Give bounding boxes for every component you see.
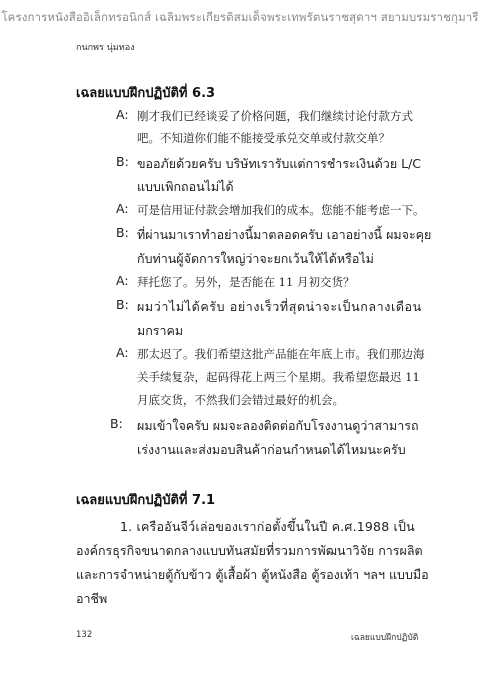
- paragraph-line: 1. เครืออันจีว์เล่อของเราก่อตั้งขึ้นในปี ค.ศ.1988 เป็น: [120, 519, 415, 534]
- dialogue-line: กับท่านผู้จัดการใหญ่ว่าจะยกเว้นให้ได้หรือไม่: [137, 251, 374, 266]
- dialogue-line: ผมว่าไม่ได้ครับ อย่างเร็วที่สุดน่าจะเป็นกลางเดือน: [137, 299, 422, 314]
- speaker-label: A:: [116, 273, 129, 288]
- speaker-label: B:: [116, 225, 129, 240]
- speaker-label: B:: [116, 297, 129, 312]
- running-title: เฉลยแบบฝึกปฏิบัติ: [351, 633, 419, 643]
- speaker-label: A:: [116, 107, 129, 122]
- page-number: 132: [76, 630, 93, 640]
- dialogue-line: 可是信用证付款会增加我们的成本。您能不能考虑一下。: [137, 203, 425, 217]
- speaker-label: A:: [116, 201, 129, 216]
- author-name: กนกพร นุ่มทอง: [76, 43, 135, 53]
- dialogue-line: ผมเข้าใจครับ ผมจะลองติดต่อกับโรงงานดูว่าสามารถ: [137, 418, 419, 433]
- dialogue-line: มกราคม: [137, 323, 184, 338]
- dialogue-line: 关手续复杂，起码得花上两三个星期。我希望您最迟 11: [137, 370, 420, 384]
- dialogue-line: 吧。不知道你们能不能接受承兑交单或付款交单？: [137, 131, 390, 145]
- speaker-label: B:: [116, 154, 129, 169]
- dialogue-line: 刚才我们已经谈妥了价格问题，我们继续讨论付款方式: [137, 109, 413, 123]
- speaker-label: B:: [110, 416, 123, 431]
- dialogue-line: 那太迟了。我们希望这批产品能在年底上市。我们那边海: [137, 347, 425, 361]
- paragraph-line: องค์กรธุรกิจขนาดกลางแบบทันสมัยที่รวมการพัฒนาวิจัย การผลิต: [76, 543, 423, 558]
- paragraph-line: อาชีพ: [76, 591, 108, 606]
- dialogue-line: แบบเพิกถอนไม่ได้: [137, 179, 234, 194]
- dialogue-line: ที่ผ่านมาเราทำอย่างนี้มาตลอดครับ เอาอย่างนี้ ผมจะคุย: [137, 227, 432, 242]
- dialogue-line: 月底交货，不然我们会错过最好的机会。: [137, 393, 344, 407]
- dialogue-line: ขออภัยด้วยครับ บริษัทเรารับแต่การชำระเงินด้วย L/C: [137, 156, 422, 171]
- dialogue-line: เร่งงานและส่งมอบสินค้าก่อนกำหนดได้ไหมนะครับ: [137, 442, 406, 457]
- paragraph-line: และการจำหน่ายตู้กับข้าว ตู้เสื้อผ้า ตู้หนังสือ ตู้รองเท้า ฯลฯ แบบมือ: [76, 567, 429, 582]
- section-title-7-1: เฉลยแบบฝึกปฏิบัติที่ 7.1: [76, 493, 216, 508]
- dialogue-line: 拜托您了。另外，是否能在 11 月初交货？: [137, 275, 355, 289]
- header-banner: โครงการหนังสืออิเล็กทรอนิกส์ เฉลิมพระเกียรติสมเด็จพระเทพรัตนราชสุดาฯ สยามบรมราชกุมารี: [1, 10, 479, 24]
- speaker-label: A:: [116, 345, 129, 360]
- section-title-6-3: เฉลยแบบฝึกปฏิบัติที่ 6.3: [76, 86, 216, 101]
